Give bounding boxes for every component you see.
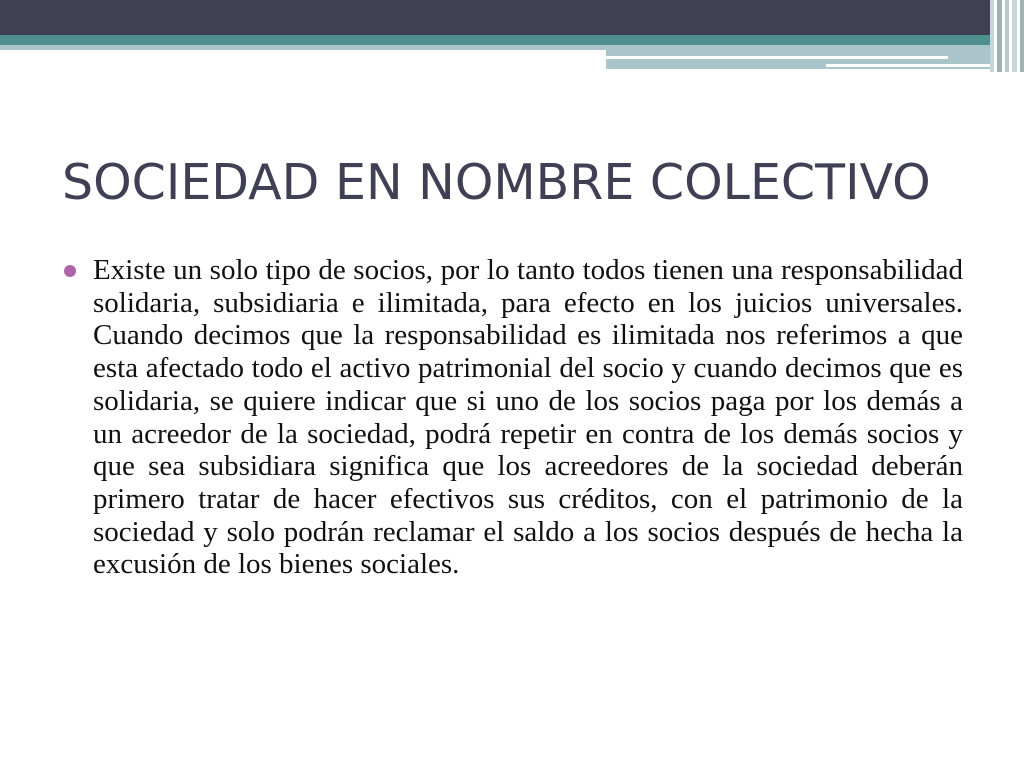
- header-vertical-stripes: [990, 0, 1024, 72]
- header-band-light: [0, 45, 606, 50]
- bullet-dot-icon: [64, 265, 76, 277]
- header-band-teal: [0, 35, 1024, 45]
- header-accent-line: [606, 56, 948, 59]
- header-band-dark: [0, 0, 1024, 35]
- slide-title: SOCIEDAD EN NOMBRE COLECTIVO: [62, 154, 931, 211]
- slide-body: [64, 254, 964, 581]
- header-accent-line-short: [826, 64, 996, 67]
- bullet-text: Existe un solo tipo de socios, por lo tanto todos tienen una responsabilidad solidaria, subsidiaria e ilimitada, para efecto en los juicios universales. Cuando decimos que la responsabilidad es ilimitada nos referimos a que esta afectado todo el activo patrimonial del socio y cuando decimos que es solidaria, se quiere indicar que si uno de los socios paga por los demás a un acreedor de la sociedad, podrá repetir en contra de los demás socios y que sea subsidiara significa que los acreedores de la sociedad deberán primero tratar de hacer efectivos sus créditos, con el patrimonio de la sociedad y solo podrán reclamar el saldo a los socios después de hecha la excusión de los bienes sociales.: [93, 254, 963, 581]
